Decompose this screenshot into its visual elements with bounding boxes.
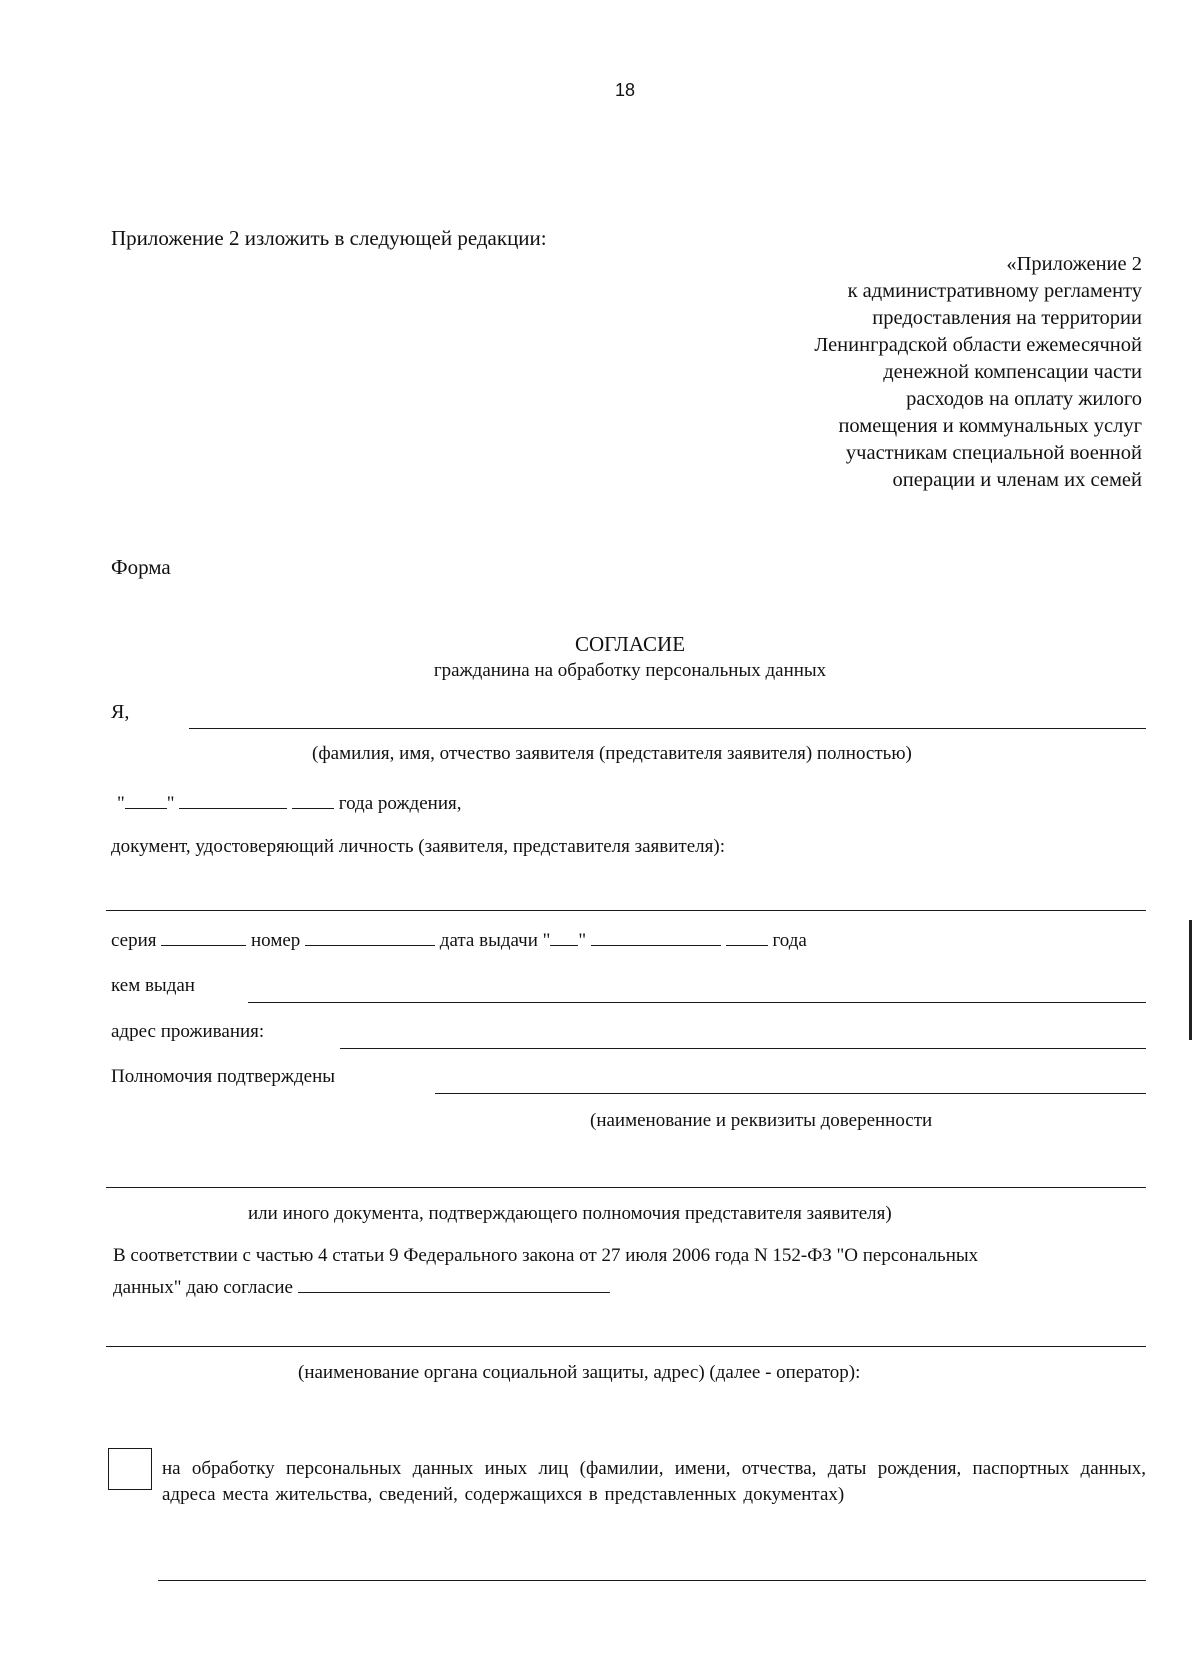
authority-caption-2: или иного документа, подтверждающего полномочия представителя заявителя): [248, 1203, 892, 1224]
consent-text-2-label: данных" даю согласие: [113, 1277, 293, 1298]
birth-date-row: [117, 790, 461, 816]
appendix-line: расходов на оплату жилого: [906, 388, 1142, 410]
form-title: СОГЛАСИЕ: [574, 632, 686, 656]
consent-text-2: [113, 1274, 610, 1299]
appendix-line: Ленинградской области ежемесячной: [814, 334, 1142, 356]
authority-line-2[interactable]: [106, 1187, 1146, 1188]
issue-date-label: дата выдачи ": [439, 930, 551, 951]
operator-line[interactable]: [106, 1346, 1146, 1347]
consent-recipient-field[interactable]: [298, 1274, 610, 1293]
authority-line[interactable]: [435, 1093, 1146, 1094]
birth-year-label: года рождения,: [338, 793, 462, 814]
consent-text: В соответствии с частью 4 статьи 9 Федерального закона от 27 июля 2006 года N 152-ФЗ "О персональных: [113, 1245, 979, 1266]
appendix-header: [814, 251, 1142, 494]
birth-quote-close: ": [166, 793, 175, 814]
appendix-line: к административному регламенту: [847, 280, 1142, 302]
issue-month-field[interactable]: [591, 927, 721, 946]
issue-year-field[interactable]: [726, 927, 768, 946]
birth-month-field[interactable]: [179, 790, 287, 809]
authority-caption-1: (наименование и реквизиты доверенности: [590, 1110, 933, 1131]
issued-by-line[interactable]: [248, 1002, 1146, 1003]
intro-text: Приложение 2 изложить в следующей редакции:: [111, 226, 547, 250]
form-subtitle: гражданина на обработку персональных данных: [433, 660, 827, 681]
operator-caption: (наименование органа социальной защиты, адрес) (далее - оператор):: [298, 1362, 861, 1383]
address-label: адрес проживания:: [111, 1021, 265, 1042]
passport-row: [111, 927, 807, 953]
number-field[interactable]: [305, 927, 435, 946]
checkbox-option-text: на обработку персональных данных иных лиц (фамилии, имени, отчества, даты рождения, паспортных данных, адреса места жительства, сведений, содержащихся в представленных документах): [162, 1458, 1146, 1505]
series-label: серия: [111, 930, 157, 951]
other-persons-checkbox[interactable]: [108, 1448, 152, 1490]
issue-day-field[interactable]: [550, 927, 578, 946]
appendix-line: помещения и коммунальных услуг: [838, 415, 1142, 437]
issued-by-label: кем выдан: [111, 975, 195, 996]
scan-edge-mark: [1189, 920, 1192, 1040]
appendix-line: участникам специальной военной: [845, 442, 1142, 464]
birth-quote-open: ": [117, 793, 125, 814]
fio-caption: (фамилия, имя, отчество заявителя (представителя заявителя) полностью): [312, 743, 912, 764]
fio-line[interactable]: [189, 728, 1146, 729]
birth-day-field[interactable]: [125, 790, 167, 809]
form-label: Форма: [111, 555, 171, 579]
year-label: года: [772, 930, 807, 951]
page-number: 18: [615, 80, 636, 100]
id-document-line[interactable]: [106, 910, 1146, 911]
series-field[interactable]: [161, 927, 246, 946]
appendix-line: денежной компенсации части: [883, 361, 1142, 383]
birth-year-field[interactable]: [292, 790, 334, 809]
issue-date-quote: ": [578, 930, 587, 951]
id-document-label: документ, удостоверяющий личность (заявителя, представителя заявителя):: [111, 836, 725, 857]
appendix-line: «Приложение 2: [1006, 253, 1142, 275]
appendix-line: предоставления на территории: [872, 307, 1142, 329]
address-line[interactable]: [340, 1048, 1146, 1049]
authority-label: Полномочия подтверждены: [111, 1066, 336, 1087]
other-persons-line[interactable]: [158, 1580, 1146, 1581]
appendix-line: операции и членам их семей: [892, 469, 1142, 491]
number-label: номер: [251, 930, 301, 951]
ya-label: Я,: [111, 701, 130, 723]
